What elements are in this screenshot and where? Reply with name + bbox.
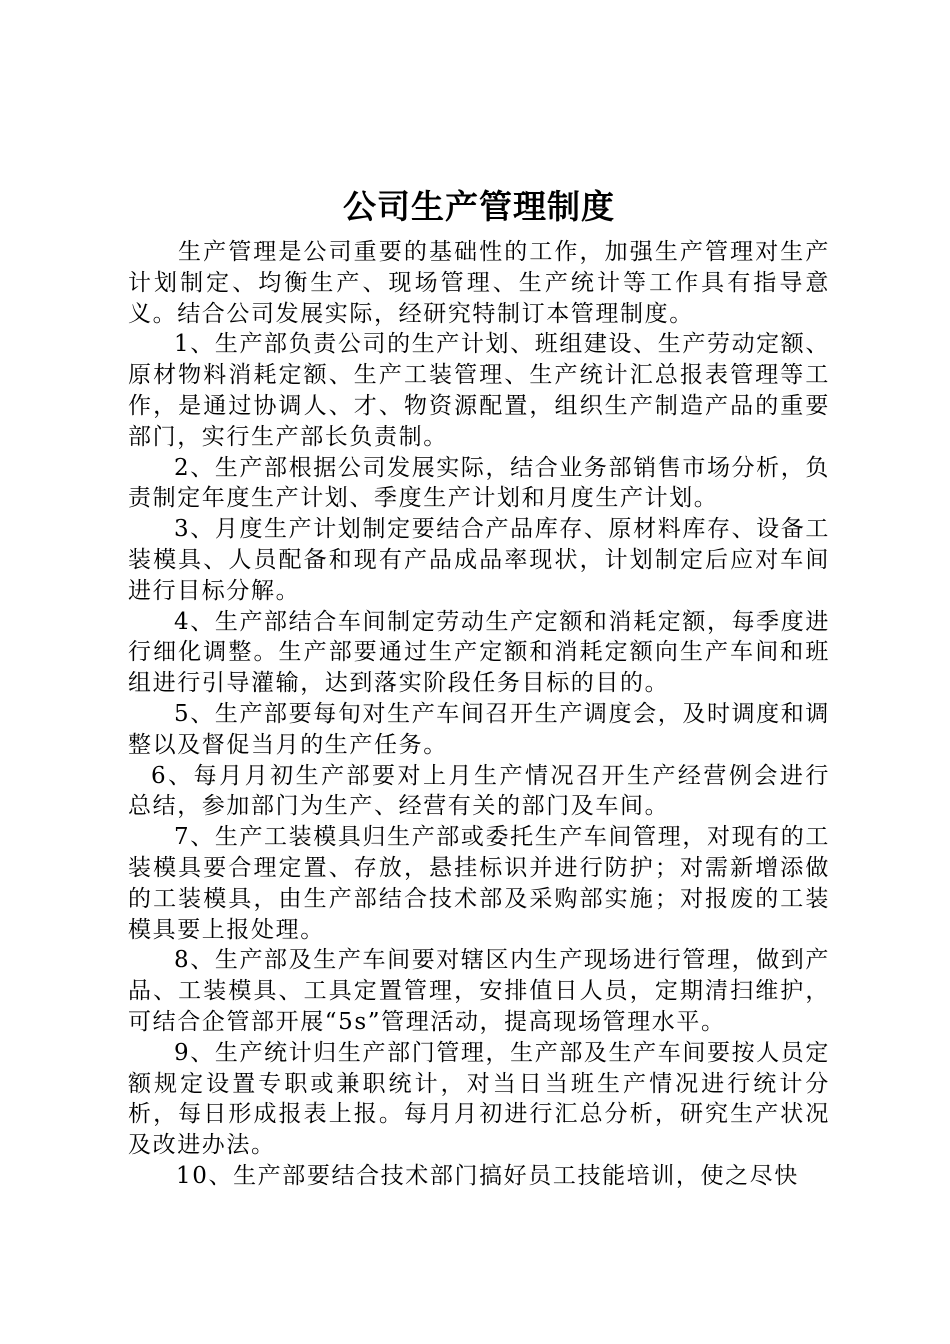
- clause-2-paragraph: 2、生产部根据公司发展实际，结合业务部销售市场分析，负责制定年度生产计划、季度生产计划和月度生产计划。: [128, 454, 830, 512]
- document-body: [128, 237, 830, 1192]
- clause-8-paragraph: 8、生产部及生产车间要对辖区内生产现场进行管理，做到产品、工装模具、工具定置管理，安排值日人员，定期清扫维护，可结合企管部开展“5s”管理活动，提高现场管理水平。: [128, 947, 830, 1035]
- clause-6-paragraph: 6、每月月初生产部要对上月生产情况召开生产经营例会进行总结，参加部门为生产、经营有关的部门及车间。: [128, 762, 830, 820]
- clause-4-paragraph: 4、生产部结合车间制定劳动生产定额和消耗定额，每季度进行细化调整。生产部要通过生产定额和消耗定额向生产车间和班组进行引导灌输，达到落实阶段任务目标的目的。: [128, 608, 830, 697]
- clause-10-paragraph: 10、生产部要结合技术部门搞好员工技能培训，使之尽快: [176, 1162, 799, 1189]
- intro-paragraph: 生产管理是公司重要的基础性的工作，加强生产管理对生产计划制定、均衡生产、现场管理、生产统计等工作具有指导意义。结合公司发展实际，经研究特制订本管理制度。: [128, 239, 830, 327]
- clause-3-paragraph: 3、月度生产计划制定要结合产品库存、原材料库存、设备工装模具、人员配备和现有产品成品率现状，计划制定后应对车间进行目标分解。: [128, 516, 830, 604]
- document-title: 公司生产管理制度: [343, 187, 615, 226]
- clause-1-paragraph: 1、生产部负责公司的生产计划、班组建设、生产劳动定额、原材物料消耗定额、生产工装管理、生产统计汇总报表管理等工作，是通过协调人、才、物资源配置，组织生产制造产品的重要部门，实行生产部长负责制。: [128, 331, 830, 450]
- clause-7-paragraph: 7、生产工装模具归生产部或委托生产车间管理，对现有的工装模具要合理定置、存放，悬挂标识并进行防护；对需新增添做的工装模具，由生产部结合技术部及采购部实施；对报废的工装模具要上报处理。: [128, 824, 830, 943]
- clause-5-paragraph: 5、生产部要每旬对生产车间召开生产调度会，及时调度和调整以及督促当月的生产任务。: [128, 700, 830, 758]
- clause-9-paragraph: 9、生产统计归生产部门管理，生产部及生产车间要按人员定额规定设置专职或兼职统计，对当日当班生产情况进行统计分析，每日形成报表上报。每月月初进行汇总分析，研究生产状况及改进办法。: [128, 1039, 830, 1159]
